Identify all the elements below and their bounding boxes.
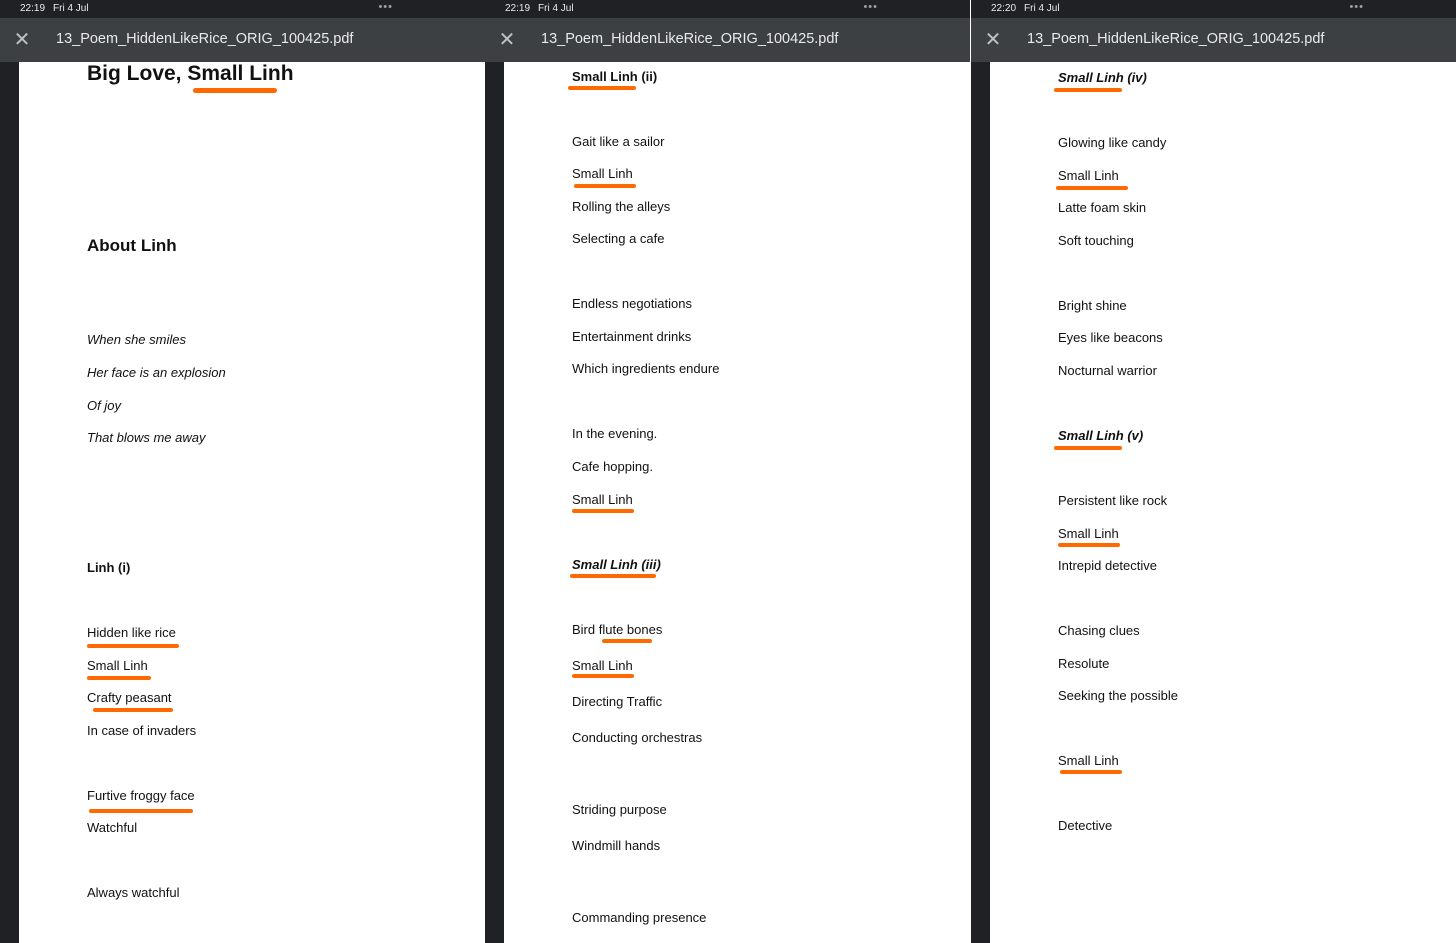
highlight-mark	[572, 674, 634, 678]
status-date: Fri 4 Jul	[538, 3, 574, 14]
poem-line: Glowing like candy	[1058, 135, 1167, 150]
pdf-toolbar	[971, 18, 1456, 62]
poem-line: Gait like a sailor	[572, 134, 665, 149]
poem-line: Striding purpose	[572, 802, 667, 817]
highlight-mark	[574, 184, 636, 188]
close-icon[interactable]: ✕	[984, 27, 1002, 51]
stanza-heading: Small Linh (ii)	[572, 69, 658, 84]
status-bar	[485, 0, 970, 18]
poem-line: Small Linh	[87, 658, 148, 673]
highlight-mark	[572, 509, 634, 513]
poem-line: Her face is an explosion	[87, 365, 226, 380]
screenshot-panel-3	[971, 0, 1456, 943]
close-icon[interactable]: ✕	[13, 27, 31, 51]
highlight-mark	[1054, 88, 1122, 92]
stanza-heading: Small Linh (iii)	[572, 557, 661, 572]
poem-line: Resolute	[1058, 656, 1110, 671]
poem-line: Windmill hands	[572, 838, 661, 853]
pdf-page	[504, 62, 970, 943]
pdf-toolbar	[0, 18, 485, 62]
more-dots-icon[interactable]: •••	[378, 1, 393, 13]
poem-line: Seeking the possible	[1058, 688, 1178, 703]
poem-line: Chasing clues	[1058, 623, 1140, 638]
file-name: 13_Poem_HiddenLikeRice_ORIG_100425.pdf	[56, 31, 354, 47]
more-dots-icon[interactable]: •••	[1349, 1, 1364, 13]
poem-line: Entertainment drinks	[572, 329, 692, 344]
poem-line: Cafe hopping.	[572, 459, 653, 474]
poem-line: Small Linh	[1058, 168, 1119, 183]
poem-line: When she smiles	[87, 332, 186, 347]
poem-line: Intrepid detective	[1058, 558, 1158, 573]
poem-line: Nocturnal warrior	[1058, 363, 1157, 378]
pdf-page	[990, 62, 1456, 943]
highlight-mark	[89, 809, 193, 813]
poem-line: Soft touching	[1058, 233, 1134, 248]
pdf-page	[19, 62, 485, 943]
highlight-mark	[1056, 186, 1128, 190]
highlight-mark	[87, 676, 151, 680]
poem-line: Small Linh	[1058, 753, 1119, 768]
section-heading: About Linh	[87, 236, 177, 255]
stanza-heading: Small Linh (iv)	[1058, 70, 1147, 85]
more-dots-icon[interactable]: •••	[863, 1, 878, 13]
poem-line: Of joy	[87, 398, 121, 413]
poem-line: Latte foam skin	[1058, 200, 1147, 215]
status-bar	[971, 0, 1456, 18]
poem-line: Persistent like rock	[1058, 493, 1168, 508]
poem-line: Bright shine	[1058, 298, 1127, 313]
poem-line: Eyes like beacons	[1058, 330, 1163, 345]
poem-line: Small Linh	[1058, 526, 1119, 541]
poem-line: Hidden like rice	[87, 625, 176, 640]
highlight-mark	[1058, 543, 1120, 547]
poem-line: Furtive froggy face	[87, 788, 195, 803]
poem-line: Rolling the alleys	[572, 199, 671, 214]
status-time: 22:19	[505, 3, 531, 14]
poem-line: Endless negotiations	[572, 296, 692, 311]
poem-line: Small Linh	[572, 658, 633, 673]
poem-title: Big Love, Small Linh	[87, 62, 294, 85]
status-date: Fri 4 Jul	[53, 3, 89, 14]
highlight-mark	[568, 86, 636, 90]
highlight-mark	[602, 639, 652, 643]
poem-line: Directing Traffic	[572, 694, 663, 709]
poem-line: Bird flute bones	[572, 622, 663, 637]
highlight-mark	[570, 574, 656, 578]
highlight-mark	[93, 708, 173, 712]
poem-line: In case of invaders	[87, 723, 197, 738]
highlight-mark	[1054, 446, 1122, 450]
poem-line: Which ingredients endure	[572, 361, 720, 376]
screenshot-panel-2	[485, 0, 970, 943]
highlight-mark	[193, 88, 277, 93]
poem-line: Small Linh	[572, 166, 633, 181]
poem-line: In the evening.	[572, 426, 658, 441]
poem-line: Watchful	[87, 820, 138, 835]
screenshot-panel-1	[0, 0, 485, 943]
close-icon[interactable]: ✕	[498, 27, 516, 51]
pdf-toolbar	[485, 18, 970, 62]
status-time: 22:19	[20, 3, 46, 14]
poem-line: Selecting a cafe	[572, 231, 665, 246]
status-time: 22:20	[991, 3, 1017, 14]
poem-line: Crafty peasant	[87, 690, 172, 705]
file-name: 13_Poem_HiddenLikeRice_ORIG_100425.pdf	[1027, 31, 1325, 47]
stanza-heading: Small Linh (v)	[1058, 428, 1144, 443]
status-date: Fri 4 Jul	[1024, 3, 1060, 14]
status-bar	[0, 0, 485, 18]
poem-line: Conducting orchestras	[572, 730, 703, 745]
poem-line: Commanding presence	[572, 910, 707, 925]
poem-line: Small Linh	[572, 492, 633, 507]
highlight-mark	[87, 644, 179, 648]
highlight-mark	[1060, 770, 1122, 774]
file-name: 13_Poem_HiddenLikeRice_ORIG_100425.pdf	[541, 31, 839, 47]
poem-line: Detective	[1058, 818, 1113, 833]
poem-line: That blows me away	[87, 430, 206, 445]
stanza-heading: Linh (i)	[87, 560, 131, 575]
poem-line: Always watchful	[87, 885, 180, 900]
